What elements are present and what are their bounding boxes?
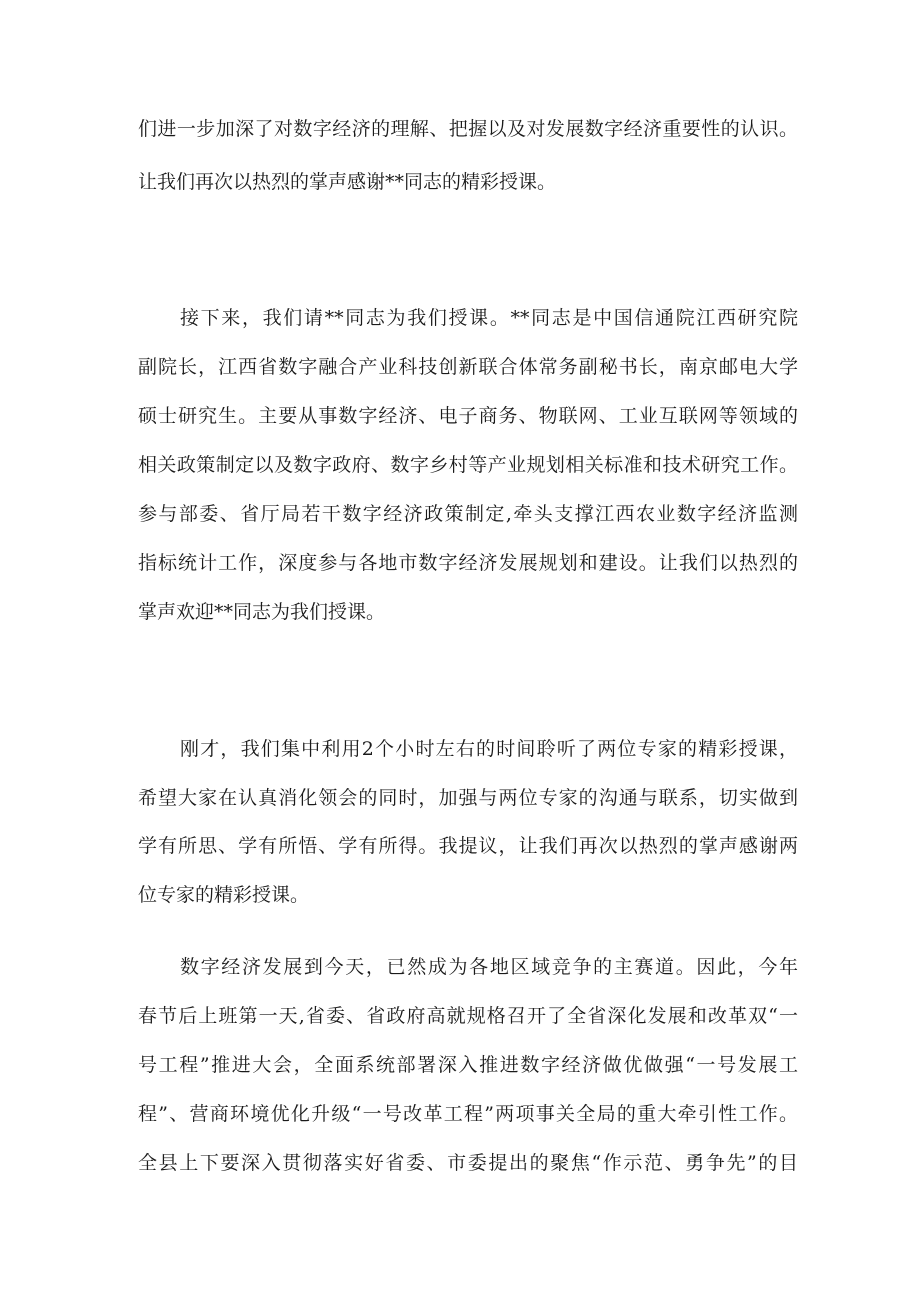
paragraph-3-line-1: 刚才，我们集中利用2个小时左右的时间聆听了两位专家的精彩授课，	[180, 738, 798, 760]
paragraph-1-line-2: 让我们再次以热烈的掌声感谢**同志的精彩授课。	[138, 171, 557, 193]
paragraph-4-line-3: 号工程”推进大会，全面系统部署深入推进数字经济做优做强“一号发展工	[138, 1054, 798, 1076]
paragraph-2-line-5: 参与部委、省厅局若干数字经济政策制定,牵头支撑江西农业数字经济监测	[138, 503, 798, 525]
paragraph-4-line-1: 数字经济发展到今天，已然成为各地区域竞争的主赛道。因此，今年	[180, 956, 798, 978]
paragraph-2-line-6: 指标统计工作，深度参与各地市数字经济发展规划和建设。让我们以热烈的	[138, 552, 798, 574]
paragraph-4-line-4: 程”、营商环境优化升级“一号改革工程”两项事关全局的重大牵引性工作。	[138, 1103, 798, 1125]
paragraph-4-line-2: 春节后上班第一天,省委、省政府高就规格召开了全省深化发展和改革双“一	[138, 1005, 798, 1027]
paragraph-2-line-2: 副院长，江西省数字融合产业科技创新联合体常务副秘书长，南京邮电大学	[138, 356, 798, 378]
paragraph-4-line-5: 全县上下要深入贯彻落实好省委、市委提出的聚焦“作示范、勇争先”的目	[138, 1152, 798, 1174]
paragraph-1-line-1: 们进一步加深了对数字经济的理解、把握以及对发展数字经济重要性的认识。	[138, 118, 798, 140]
paragraph-3-line-4: 位专家的精彩授课。	[138, 884, 310, 906]
paragraph-3-line-2: 希望大家在认真消化领会的同时，加强与两位专家的沟通与联系，切实做到	[138, 787, 798, 809]
paragraph-2-line-7: 掌声欢迎**同志为我们授课。	[138, 601, 386, 623]
paragraph-3-line-3: 学有所思、学有所悟、学有所得。我提议，让我们再次以热烈的掌声感谢两	[138, 835, 798, 857]
paragraph-2-line-1: 接下来，我们请**同志为我们授课。**同志是中国信通院江西研究院	[180, 307, 798, 329]
paragraph-2-line-4: 相关政策制定以及数字政府、数字乡村等产业规划相关标准和技术研究工作。	[138, 454, 798, 476]
paragraph-2-line-3: 硕士研究生。主要从事数字经济、电子商务、物联网、工业互联网等领域的	[138, 405, 798, 427]
